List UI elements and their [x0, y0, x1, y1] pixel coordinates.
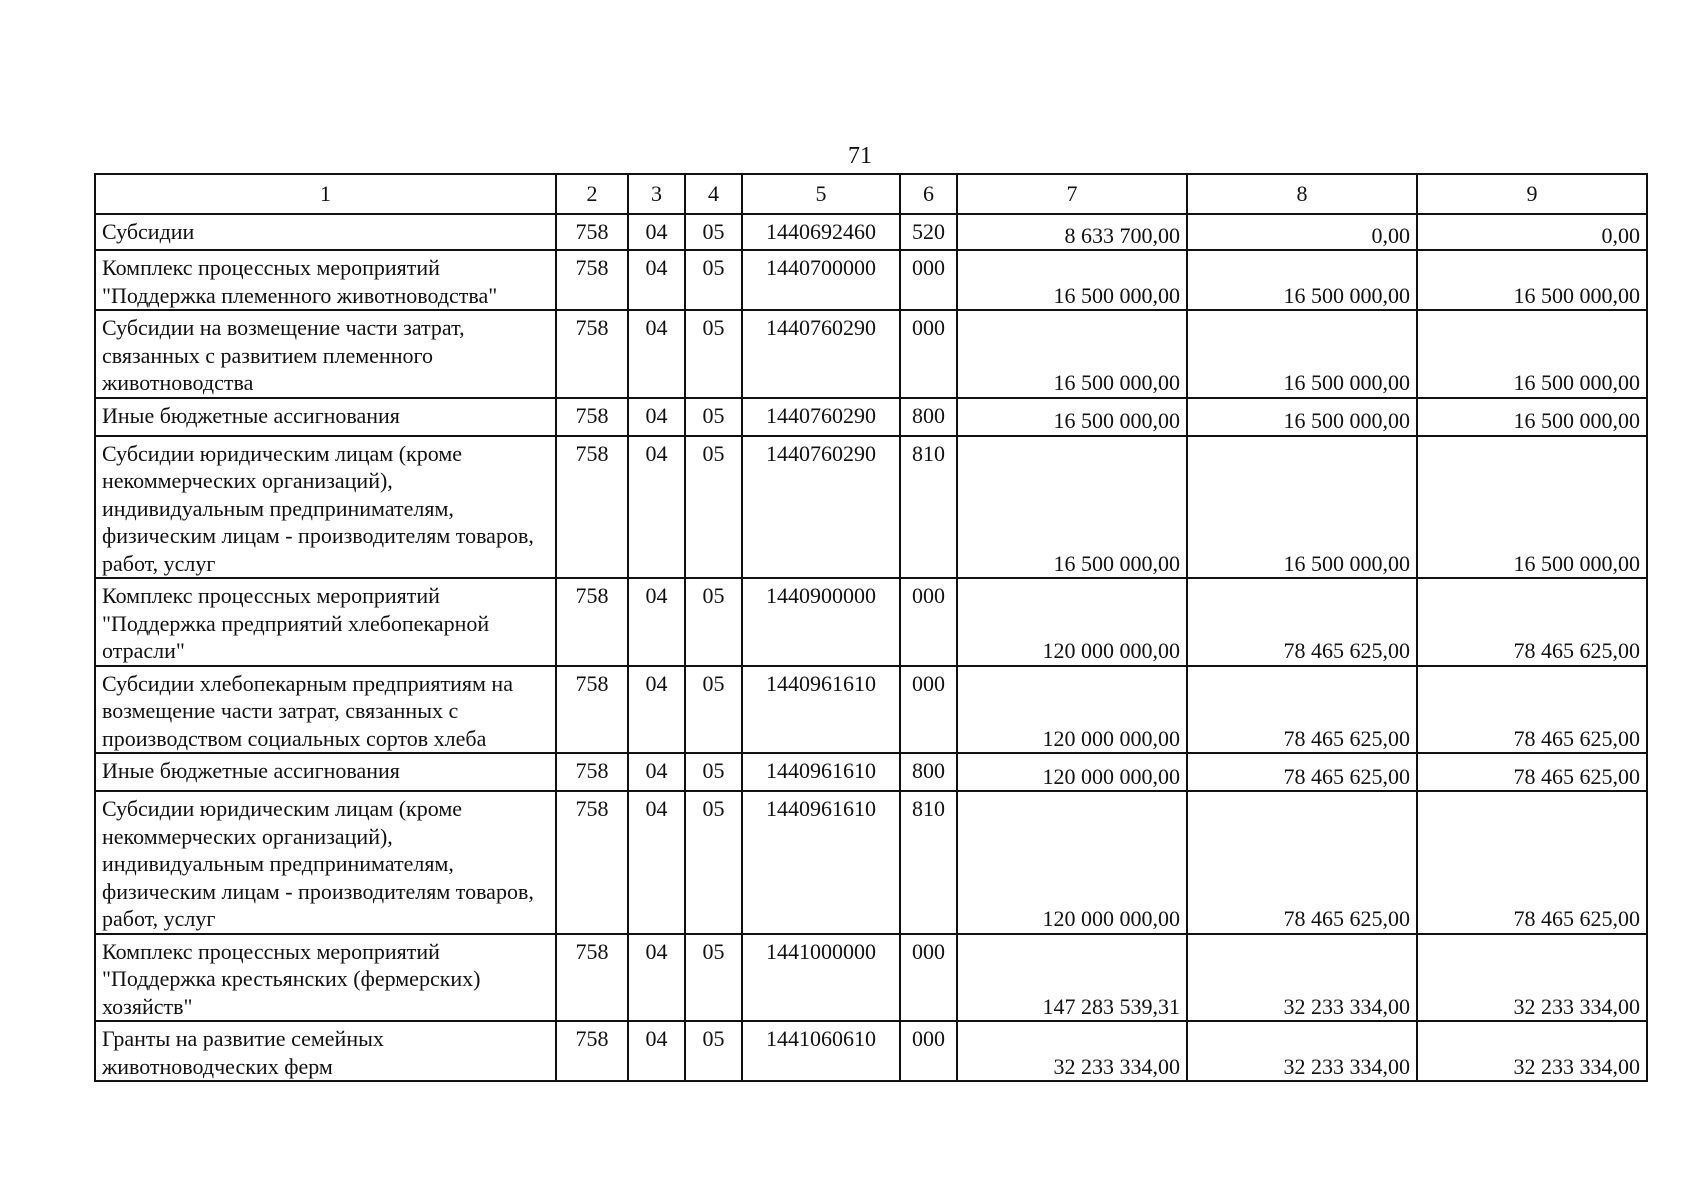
- amount-cell: 32 233 334,00: [1187, 934, 1417, 1022]
- amount-cell: 78 465 625,00: [1187, 578, 1417, 666]
- item-name: Субсидии: [95, 214, 556, 250]
- budget-table: [94, 173, 1648, 1082]
- page-number: 71: [848, 143, 872, 169]
- item-name: Комплекс процессных мероприятий "Поддержка крестьянских (фермерских) хозяйств": [95, 934, 556, 1022]
- table-row: [95, 398, 1647, 436]
- header-cell: 5: [742, 174, 900, 214]
- code-cell: 04: [628, 250, 685, 310]
- table-row: [95, 753, 1647, 791]
- code-cell: 05: [685, 310, 742, 398]
- item-name: Субсидии юридическим лицам (кроме некоммерческих организаций), индивидуальным предпринимателям, физическим лицам - производителям товаров, работ, услуг: [95, 791, 556, 934]
- code-cell: 1441060610: [742, 1021, 900, 1081]
- code-cell: 1440961610: [742, 666, 900, 754]
- code-cell: 800: [900, 753, 957, 791]
- amount-cell: 16 500 000,00: [1417, 398, 1647, 436]
- code-cell: 05: [685, 398, 742, 436]
- table-row: [95, 214, 1647, 250]
- code-cell: 1440760290: [742, 436, 900, 579]
- code-cell: 758: [556, 310, 628, 398]
- item-name: Субсидии юридическим лицам (кроме некоммерческих организаций), индивидуальным предпринимателям, физическим лицам - производителям товаров, работ, услуг: [95, 436, 556, 579]
- code-cell: 05: [685, 791, 742, 934]
- amount-cell: 0,00: [1187, 214, 1417, 250]
- code-cell: 758: [556, 578, 628, 666]
- code-cell: 04: [628, 666, 685, 754]
- amount-cell: 78 465 625,00: [1417, 578, 1647, 666]
- code-cell: 04: [628, 310, 685, 398]
- code-cell: 04: [628, 791, 685, 934]
- code-cell: 1441000000: [742, 934, 900, 1022]
- amount-cell: 78 465 625,00: [1417, 791, 1647, 934]
- table-row: [95, 250, 1647, 310]
- table-row: [95, 436, 1647, 579]
- code-cell: 758: [556, 214, 628, 250]
- amount-cell: 16 500 000,00: [957, 310, 1187, 398]
- code-cell: 05: [685, 214, 742, 250]
- table-row: [95, 934, 1647, 1022]
- amount-cell: 120 000 000,00: [957, 753, 1187, 791]
- code-cell: 05: [685, 1021, 742, 1081]
- code-cell: 04: [628, 398, 685, 436]
- code-cell: 758: [556, 791, 628, 934]
- table-row: [95, 791, 1647, 934]
- amount-cell: 0,00: [1417, 214, 1647, 250]
- item-name: Комплекс процессных мероприятий "Поддержка племенного животноводства": [95, 250, 556, 310]
- amount-cell: 16 500 000,00: [1417, 310, 1647, 398]
- code-cell: 04: [628, 578, 685, 666]
- table-row: [95, 666, 1647, 754]
- header-cell: 1: [95, 174, 556, 214]
- code-cell: 1440961610: [742, 753, 900, 791]
- header-cell: 9: [1417, 174, 1647, 214]
- code-cell: 04: [628, 214, 685, 250]
- header-cell: 4: [685, 174, 742, 214]
- amount-cell: 120 000 000,00: [957, 578, 1187, 666]
- code-cell: 000: [900, 250, 957, 310]
- item-name: Гранты на развитие семейных животноводческих ферм: [95, 1021, 556, 1081]
- amount-cell: 16 500 000,00: [1187, 250, 1417, 310]
- code-cell: 000: [900, 578, 957, 666]
- code-cell: 1440700000: [742, 250, 900, 310]
- amount-cell: 32 233 334,00: [1187, 1021, 1417, 1081]
- header-cell: 3: [628, 174, 685, 214]
- header-cell: 2: [556, 174, 628, 214]
- header-cell: 6: [900, 174, 957, 214]
- header-cell: 8: [1187, 174, 1417, 214]
- amount-cell: 147 283 539,31: [957, 934, 1187, 1022]
- header-row: [95, 174, 1647, 214]
- item-name: Субсидии на возмещение части затрат, связанных с развитием племенного животноводства: [95, 310, 556, 398]
- code-cell: 800: [900, 398, 957, 436]
- amount-cell: 16 500 000,00: [957, 436, 1187, 579]
- amount-cell: 78 465 625,00: [1417, 753, 1647, 791]
- code-cell: 04: [628, 934, 685, 1022]
- code-cell: 05: [685, 753, 742, 791]
- code-cell: 1440961610: [742, 791, 900, 934]
- amount-cell: 8 633 700,00: [957, 214, 1187, 250]
- amount-cell: 78 465 625,00: [1187, 753, 1417, 791]
- code-cell: 05: [685, 934, 742, 1022]
- amount-cell: 16 500 000,00: [1417, 436, 1647, 579]
- code-cell: 04: [628, 753, 685, 791]
- code-cell: 1440692460: [742, 214, 900, 250]
- amount-cell: 120 000 000,00: [957, 791, 1187, 934]
- code-cell: 758: [556, 436, 628, 579]
- code-cell: 520: [900, 214, 957, 250]
- table-row: [95, 1021, 1647, 1081]
- item-name: Иные бюджетные ассигнования: [95, 753, 556, 791]
- code-cell: 05: [685, 250, 742, 310]
- amount-cell: 78 465 625,00: [1417, 666, 1647, 754]
- header-cell: 7: [957, 174, 1187, 214]
- item-name: Иные бюджетные ассигнования: [95, 398, 556, 436]
- amount-cell: 32 233 334,00: [1417, 934, 1647, 1022]
- amount-cell: 32 233 334,00: [957, 1021, 1187, 1081]
- amount-cell: 16 500 000,00: [1417, 250, 1647, 310]
- code-cell: 1440760290: [742, 398, 900, 436]
- amount-cell: 32 233 334,00: [1417, 1021, 1647, 1081]
- code-cell: 04: [628, 436, 685, 579]
- code-cell: 000: [900, 934, 957, 1022]
- code-cell: 758: [556, 398, 628, 436]
- item-name: Субсидии хлебопекарным предприятиям на возмещение части затрат, связанных с производством социальных сортов хлеба: [95, 666, 556, 754]
- amount-cell: 16 500 000,00: [1187, 310, 1417, 398]
- code-cell: 758: [556, 1021, 628, 1081]
- amount-cell: 78 465 625,00: [1187, 791, 1417, 934]
- code-cell: 1440760290: [742, 310, 900, 398]
- code-cell: 000: [900, 1021, 957, 1081]
- amount-cell: 78 465 625,00: [1187, 666, 1417, 754]
- code-cell: 758: [556, 753, 628, 791]
- amount-cell: 120 000 000,00: [957, 666, 1187, 754]
- amount-cell: 16 500 000,00: [957, 398, 1187, 436]
- code-cell: 05: [685, 666, 742, 754]
- item-name: Комплекс процессных мероприятий "Поддержка предприятий хлебопекарной отрасли": [95, 578, 556, 666]
- table-row: [95, 578, 1647, 666]
- code-cell: 810: [900, 436, 957, 579]
- code-cell: 05: [685, 436, 742, 579]
- code-cell: 758: [556, 934, 628, 1022]
- code-cell: 05: [685, 578, 742, 666]
- amount-cell: 16 500 000,00: [957, 250, 1187, 310]
- code-cell: 04: [628, 1021, 685, 1081]
- code-cell: 758: [556, 250, 628, 310]
- code-cell: 810: [900, 791, 957, 934]
- amount-cell: 16 500 000,00: [1187, 398, 1417, 436]
- table-row: [95, 310, 1647, 398]
- amount-cell: 16 500 000,00: [1187, 436, 1417, 579]
- code-cell: 000: [900, 310, 957, 398]
- code-cell: 1440900000: [742, 578, 900, 666]
- code-cell: 758: [556, 666, 628, 754]
- code-cell: 000: [900, 666, 957, 754]
